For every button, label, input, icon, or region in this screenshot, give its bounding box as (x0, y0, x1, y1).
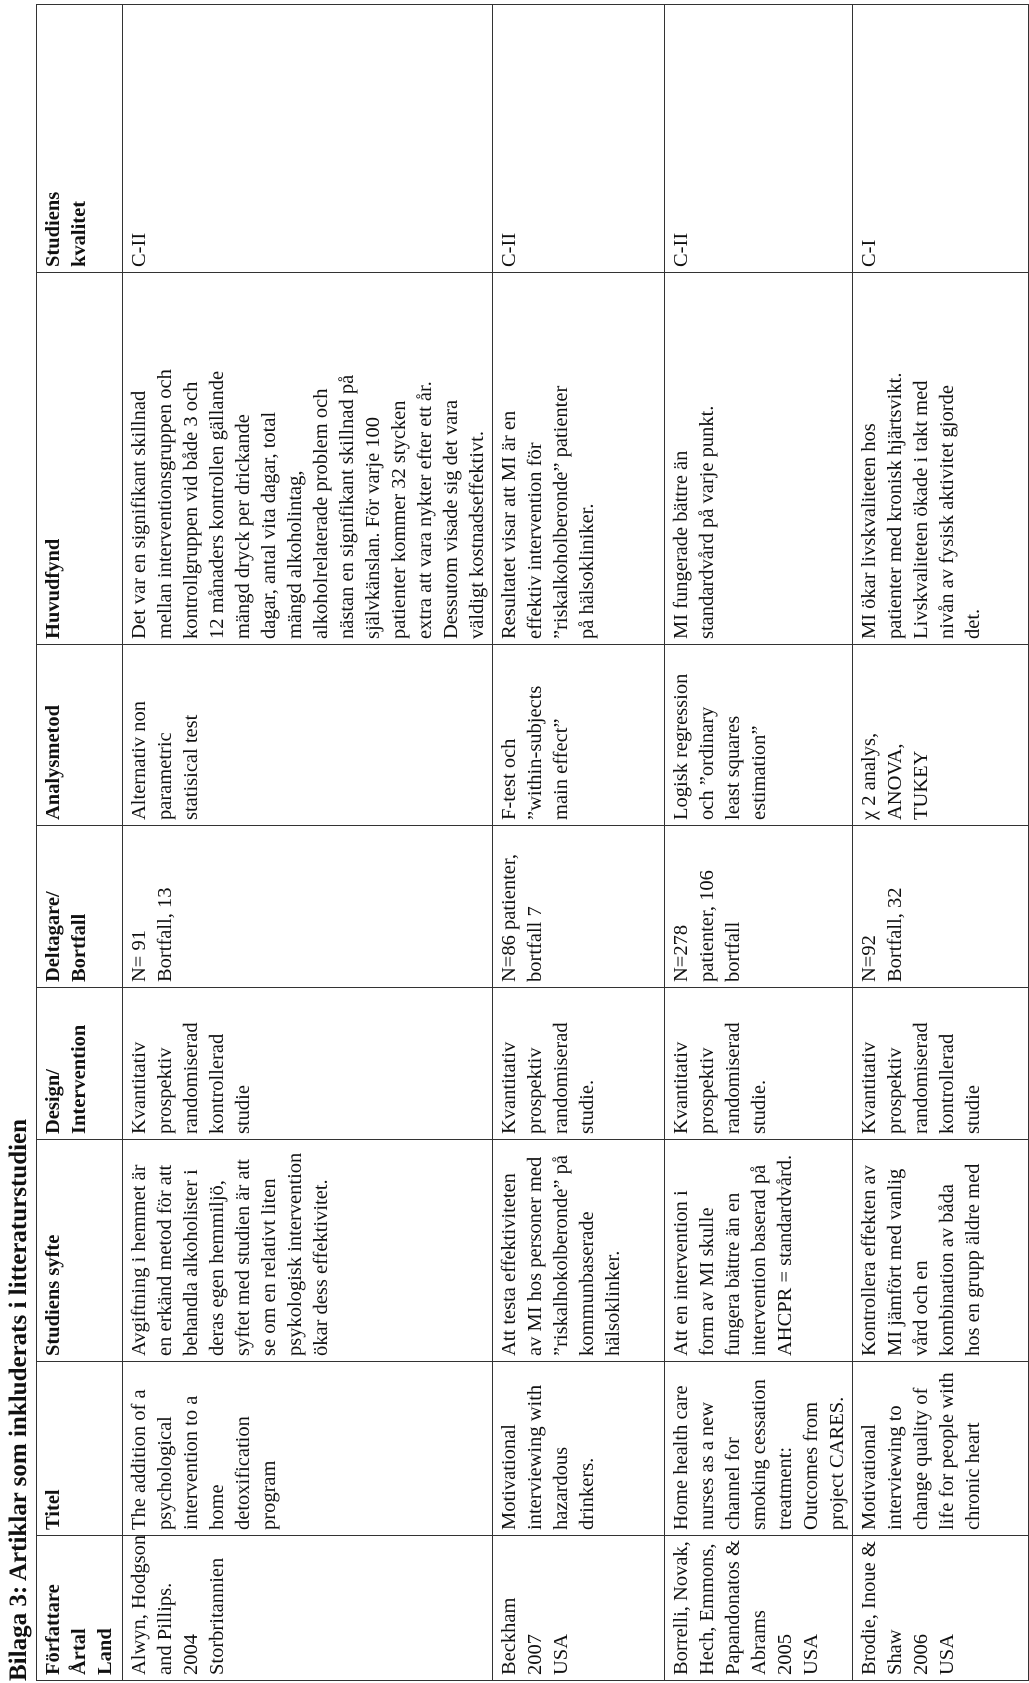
cell-participants: N=86 patienter, bortfall 7 (493, 826, 665, 988)
cell-findings: Det var en signifikant skillnad mellan interventionsgruppen och kontrollgruppen vid både 3 och 12 månaders kontrollen gällande mängd dryck per drickande dagar, antal vita dagar, total mängd alkoholintag, alkoholrelaterade problem och nästan en signifikant skillnad på självkänslan. För varje 100 patienter kommer 32 stycken extra att vara nykter efter ett år. Dessutom visade sig det vara väldigt kostnadseffektivt. (123, 273, 493, 645)
cell-findings: Resultatet visar att MI är en effektiv intervention för ”riskalkoholberonde” patienter på hälsokliniker. (493, 273, 665, 645)
header-purpose: Studiens syfte (37, 1140, 123, 1362)
cell-design: Kvantitativ prospektiv randomiserad studie. (493, 988, 665, 1140)
cell-analysis: Alternativ non parametric statisical test (123, 645, 493, 826)
cell-purpose: Avgiftning i hemmet är en erkänd metod för att behandla alkoholister i deras egen hemmiljö, syftet med studien är att se om en relativt liten psykologisk intervention ökar dess effektivitet. (123, 1140, 493, 1362)
cell-quality: C-I (853, 5, 1029, 273)
cell-author: Beckham 2007 USA (493, 1536, 665, 1681)
cell-author: Alwyn, Hodgson and Pillips. 2004 Storbritannien (123, 1536, 493, 1681)
cell-findings: MI fungerade bättre än standardvård på varje punkt. (665, 273, 853, 645)
header-author: Författare Årtal Land (37, 1536, 123, 1681)
literature-table (36, 4, 1029, 1681)
header-design: Design/ Intervention (37, 988, 123, 1140)
cell-quality: C-II (665, 5, 853, 273)
cell-findings: MI ökar livskvaliteten hos patienter med kronisk hjärtsvikt. Livskvaliteten ökade i takt med nivån av fysisk aktivitet gjorde det. (853, 273, 1029, 645)
cell-analysis: Logisk regression och ”ordinary least squares estimation” (665, 645, 853, 826)
cell-title: Motivational interviewing to change quality of life for people with chronic heart (853, 1362, 1029, 1536)
cell-design: Kvantitativ prospektiv randomiserad studie. (665, 988, 853, 1140)
header-quality: Studiens kvalitet (37, 5, 123, 273)
table-row (493, 5, 665, 1681)
table-row (853, 5, 1029, 1681)
cell-title: Home health care nurses as a new channel for smoking cessation treatment: Outcomes from project CARES. (665, 1362, 853, 1536)
cell-quality: C-II (123, 5, 493, 273)
header-participants: Deltagare/ Bortfall (37, 826, 123, 988)
cell-participants: N=92 Bortfall, 32 (853, 826, 1029, 988)
header-findings: Huvudfynd (37, 273, 123, 645)
cell-participants: N= 91 Bortfall, 13 (123, 826, 493, 988)
cell-purpose: Att en intervention i form av MI skulle fungera bättre än en intervention baserad på AHCPR = standardvård. (665, 1140, 853, 1362)
table-header-row (37, 5, 123, 1681)
table-row (665, 5, 853, 1681)
cell-title: The addition of a psychological intervention to a home detoxification program (123, 1362, 493, 1536)
cell-purpose: Kontrollera effekten av MI jämfört med vanlig vård och en kombination av båda hos en grupp äldre med (853, 1140, 1029, 1362)
cell-quality: C-II (493, 5, 665, 273)
cell-author: Borrelli, Novak, Hech, Emmons, Papandonatos & Abrams 2005 USA (665, 1536, 853, 1681)
cell-author: Brodie, Inoue & Shaw 2006 USA (853, 1536, 1029, 1681)
cell-design: Kvantitativ prospektiv randomiserad kontrollerad studie (123, 988, 493, 1140)
document-title: Bilaga 3: Artiklar som inkluderats i litteraturstudien (5, 1118, 32, 1681)
cell-analysis: χ 2 analys, ANOVA, TUKEY (853, 645, 1029, 826)
header-analysis: Analysmetod (37, 645, 123, 826)
cell-analysis: F-test och ”within-subjects main effect” (493, 645, 665, 826)
header-title: Titel (37, 1362, 123, 1536)
cell-design: Kvantitativ prospektiv randomiserad kontrollerad studie (853, 988, 1029, 1140)
cell-participants: N=278 patienter, 106 bortfall (665, 826, 853, 988)
cell-title: Motivational interviewing with hazardous drinkers. (493, 1362, 665, 1536)
cell-purpose: Att testa effektiviteten av MI hos personer med ”riskalhokolberonde” på kommunbaserade hälsoklinker. (493, 1140, 665, 1362)
table-row (123, 5, 493, 1681)
